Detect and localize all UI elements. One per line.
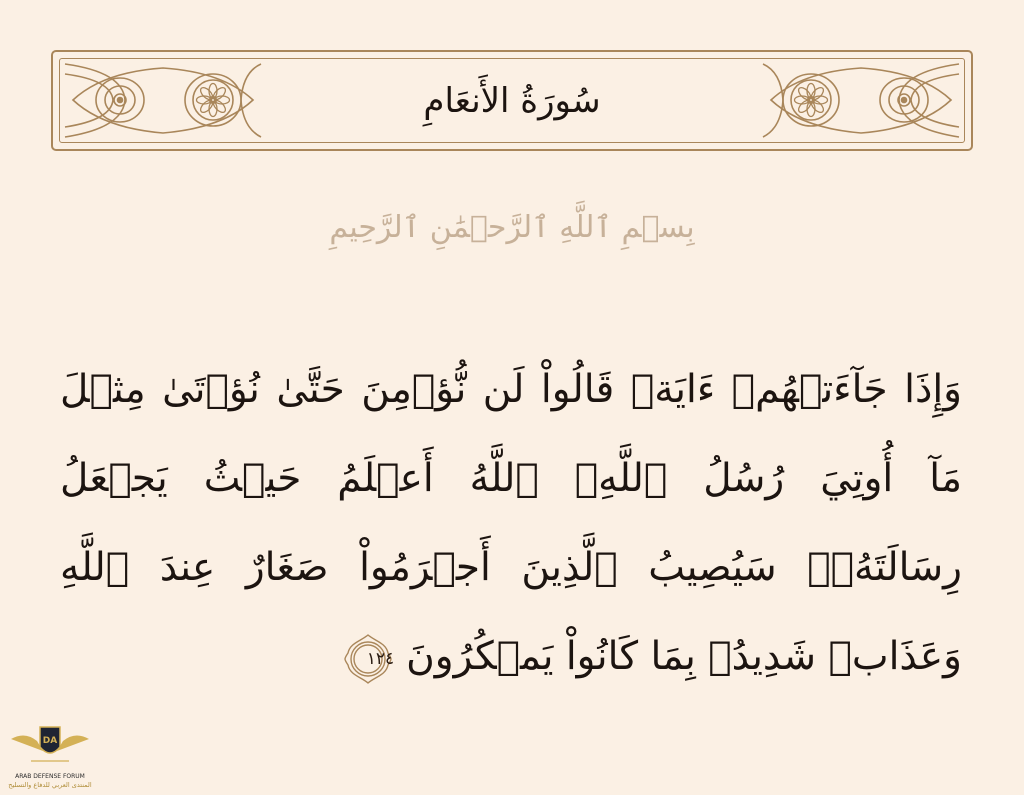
- site-watermark: [4, 721, 96, 793]
- forum-logo-text: DA: [42, 736, 58, 746]
- forum-name-ar: المنتدى العربي للدفاع والتسليح: [8, 781, 92, 789]
- verse-body: وَإِذَا جَآءَتۡهُمۡ ءَايَةٞ قَالُواْ لَن نُّؤۡمِنَ حَتَّىٰ نُؤۡتَىٰ مِثۡلَ مَآ أُوتِيَ رُسُلُ ٱللَّهِۘ ٱللَّهُ أَعۡلَمُ حَيۡثُ يَجۡعَلُ رِسَالَتَهُۥۗ سَيُصِيبُ ٱلَّذِينَ أَجۡرَمُواْ صَغَارٌ عِندَ ٱللَّهِ وَعَذَابٞ شَدِيدُۢ بِمَا كَانُواْ يَمۡكُرُونَ: [60, 367, 962, 679]
- surah-title: سُورَةُ الأَنعَامِ: [423, 80, 601, 121]
- surah-title-container: [266, 63, 758, 138]
- left-ornament-icon: [63, 62, 263, 139]
- right-ornament-icon: [761, 62, 961, 139]
- surah-header-frame: [51, 50, 973, 151]
- ayah-number-marker: [342, 633, 394, 685]
- forum-logo-icon: [7, 721, 93, 769]
- verse-text: [60, 345, 962, 701]
- ayah-number: ١٢٤: [366, 648, 395, 669]
- forum-name-en: ARAB DEFENSE FORUM: [15, 773, 85, 780]
- basmala: بِسۡمِ ٱللَّهِ ٱلرَّحۡمَٰنِ ٱلرَّحِيمِ: [329, 210, 695, 245]
